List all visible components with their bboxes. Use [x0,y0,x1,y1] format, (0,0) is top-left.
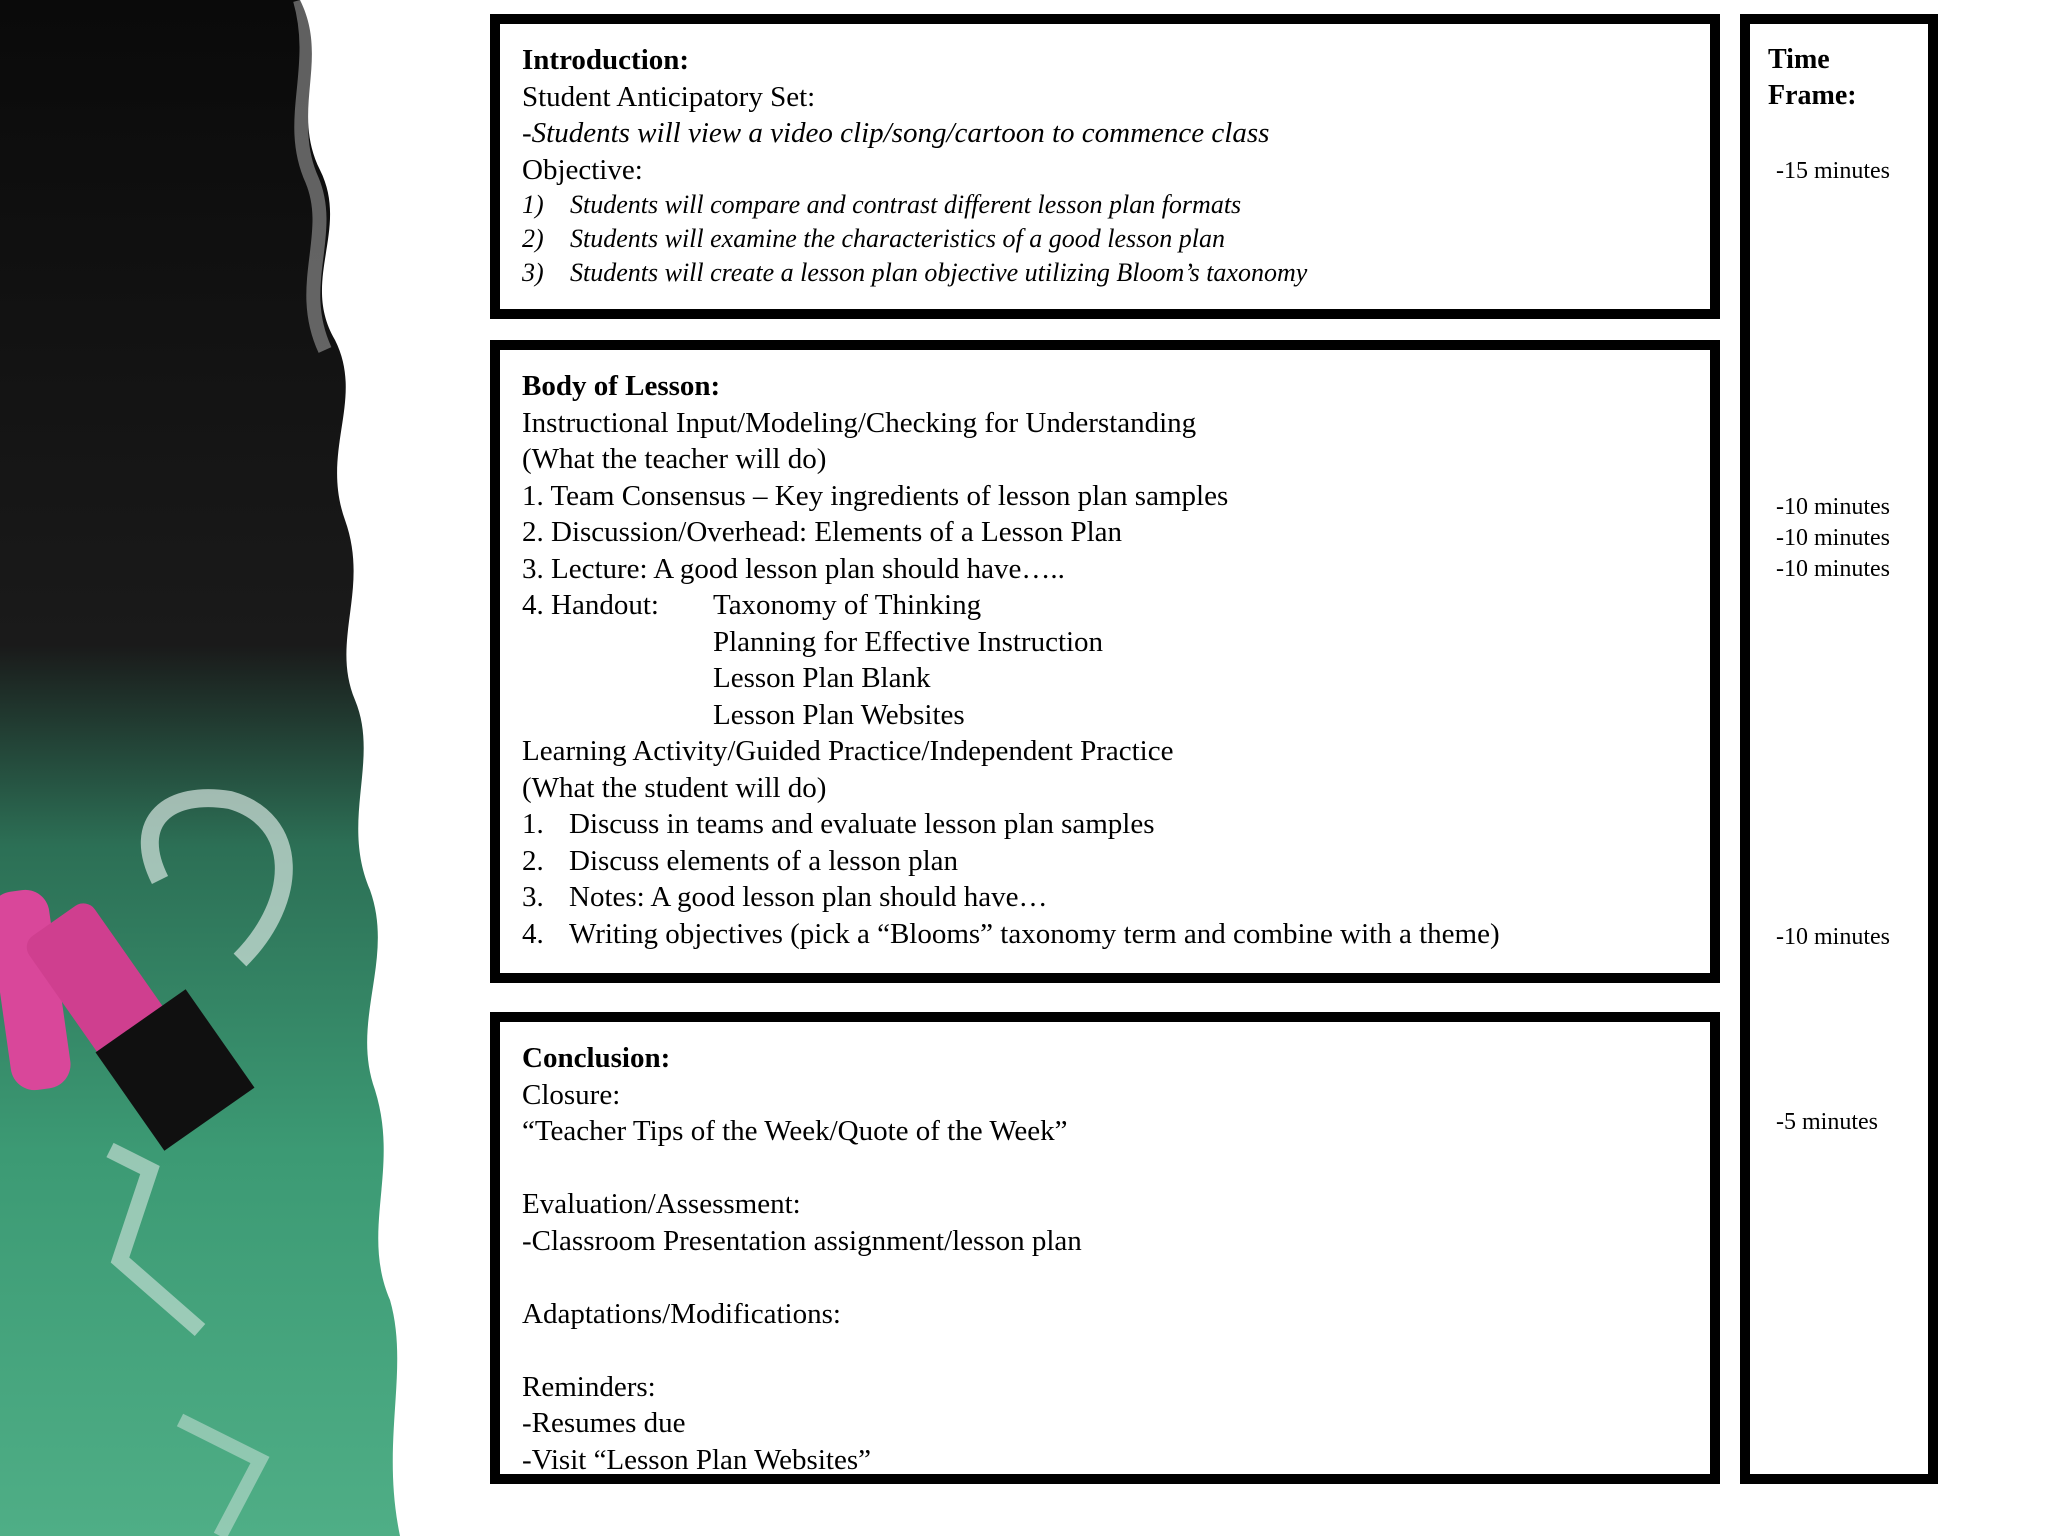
introduction-heading: Introduction: [522,44,690,76]
spacer [522,1332,1688,1369]
handout-item: Lesson Plan Blank [713,662,931,694]
student-step-text: Writing objectives (pick a “Blooms” taxonomy term and combine with a theme) [569,917,1500,950]
learning-activity-label: Learning Activity/Guided Practice/Independent Practice [522,735,1174,767]
student-step [522,806,1688,843]
anticipatory-set-text: -Students will view a video clip/song/cartoon to commence class [522,117,1270,149]
teacher-step: 3. Lecture: A good lesson plan should have….. [522,552,1065,585]
closure-label: Closure: [522,1078,621,1111]
conclusion-heading: Conclusion: [522,1042,671,1074]
teacher-step: 1. Team Consensus – Key ingredients of lesson plan samples [522,479,1229,512]
objective-item [522,222,1688,256]
introduction-section [490,14,1720,319]
student-step-number: 3. [522,881,544,913]
time-frame-heading-line2: Frame: [1768,80,1857,111]
objective-label: Objective: [522,153,643,186]
teacher-note: (What the teacher will do) [522,443,827,475]
reminder-item: -Resumes due [522,1407,686,1439]
student-step [522,843,1688,880]
handout-item: Planning for Effective Instruction [713,625,1104,658]
reminder-item: -Visit “Lesson Plan Websites” [522,1443,871,1476]
spacer [522,1259,1688,1296]
handout-item: Lesson Plan Websites [713,698,965,731]
handout-row [522,587,1688,624]
handout-label: 4. Handout: [522,589,659,621]
body-of-lesson-section [490,340,1720,983]
body-heading: Body of Lesson: [522,370,721,402]
time-frame-heading-line1: Time [1768,44,1830,75]
time-frame-entry: -15 minutes [1776,158,1890,184]
time-frame-entry: -10 minutes [1776,494,1890,520]
time-frame-entry: -10 minutes [1776,924,1890,950]
student-step-number: 4. [522,917,544,950]
student-step-text: Discuss in teams and evaluate lesson plan samples [569,808,1155,840]
teacher-step: 2. Discussion/Overhead: Elements of a Lesson Plan [522,516,1123,548]
evaluation-text: -Classroom Presentation assignment/lesson plan [522,1224,1082,1257]
evaluation-label: Evaluation/Assessment: [522,1188,801,1220]
conclusion-section [490,1012,1720,1484]
student-step-number: 2. [522,844,544,877]
student-step [522,916,1688,953]
adaptations-label: Adaptations/Modifications: [522,1297,841,1330]
objective-text: Students will examine the characteristics of a good lesson plan [570,224,1225,253]
student-step [522,879,1688,916]
reminders-label: Reminders: [522,1370,656,1403]
anticipatory-set-label: Student Anticipatory Set: [522,80,816,113]
objective-item [522,188,1688,222]
student-step-text: Discuss elements of a lesson plan [569,844,959,877]
time-frame-entry: -5 minutes [1776,1109,1878,1135]
student-note: (What the student will do) [522,771,827,804]
spacer [522,1150,1688,1187]
handout-item: Taxonomy of Thinking [713,589,982,621]
chalkboard-chalk-illustration-icon [0,0,480,1536]
objective-number: 1) [522,190,544,219]
objective-text: Students will create a lesson plan objective utilizing Bloom’s taxonomy [570,258,1308,287]
objective-number: 3) [522,258,544,287]
time-frame-entry: -10 minutes [1776,525,1890,551]
objective-item [522,256,1688,290]
student-step-number: 1. [522,808,544,840]
closure-text: “Teacher Tips of the Week/Quote of the Week” [522,1115,1068,1147]
objective-number: 2) [522,224,544,253]
student-step-text: Notes: A good lesson plan should have… [569,881,1048,913]
instructional-label: Instructional Input/Modeling/Checking for Understanding [522,406,1197,439]
time-frame-entry: -10 minutes [1776,556,1890,582]
time-frame-column [1740,14,1938,1484]
objective-text: Students will compare and contrast different lesson plan formats [570,190,1242,219]
